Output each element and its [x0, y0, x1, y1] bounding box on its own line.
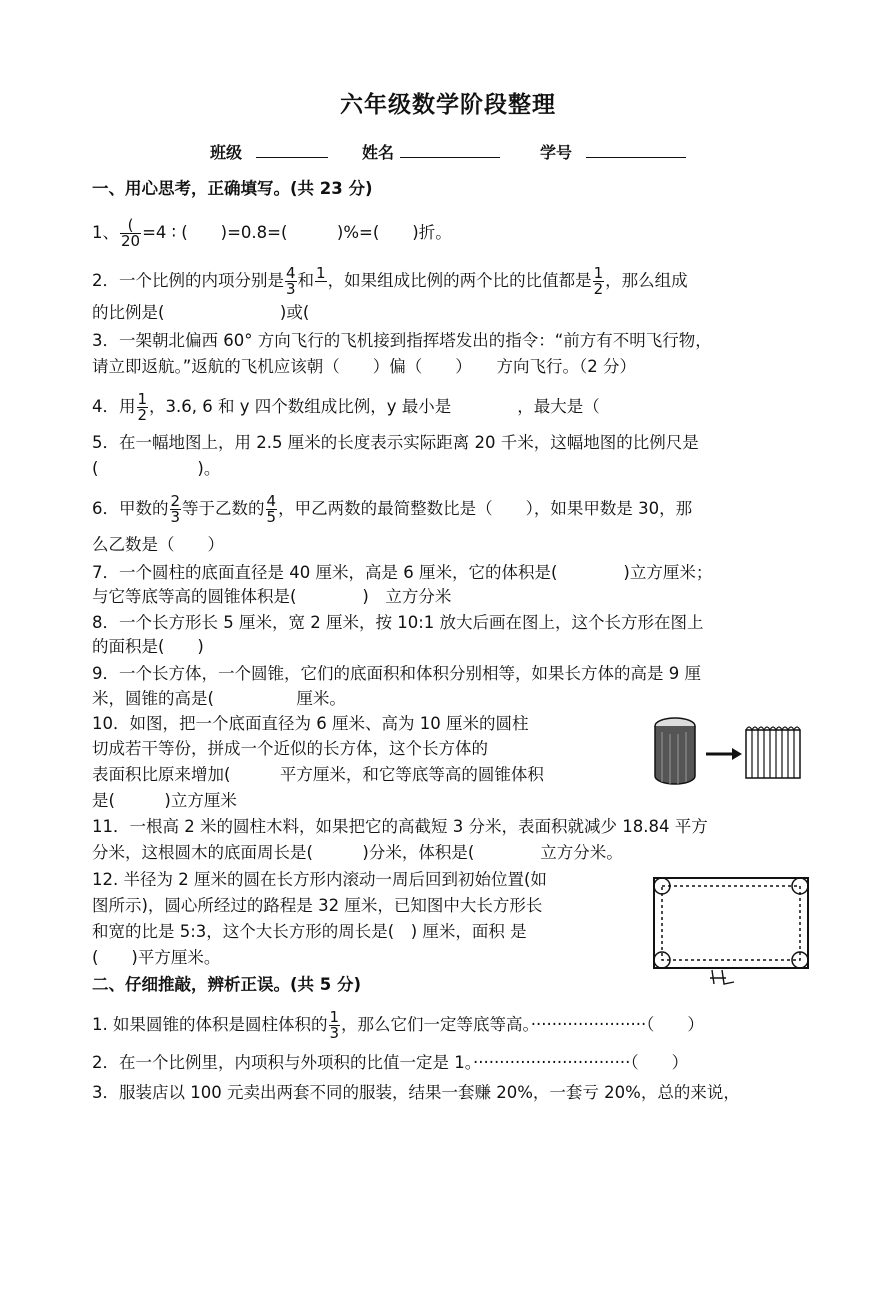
question-5-line2: ( )。 [92, 459, 221, 478]
question-11-line2: 分米，这根圆木的底面周长是( )分米，体积是( 立方分米。 [92, 843, 623, 862]
section1-heading: 一、用心思考，正确填写。(共 23 分) [92, 179, 373, 198]
question-8-line2: 的面积是( ) [92, 637, 204, 656]
question-12-line3: 和宽的比是 5:3，这个大长方形的周长是( ) 厘米，面积 是 [92, 922, 527, 941]
name-label: 姓名 [362, 143, 395, 162]
question-9-line2: 米，圆锥的高是( 厘米。 [92, 689, 346, 708]
number-label: 学号 [540, 143, 573, 162]
question-5-line1: 5．在一幅地图上，用 2.5 厘米的长度表示实际距离 20 千米，这幅地图的比例尺是 [92, 433, 699, 452]
question-3-line2: 请立即返航。”返航的飞机应该朝（ ）偏（ ） 方向飞行。（2 分） [92, 357, 637, 376]
question-3-line1: 3．一架朝北偏西 60° 方向飞行的飞机接到指挥塔发出的指令：“前方有不明飞行物， [92, 331, 712, 350]
rolling-circle-figure [652, 874, 812, 986]
fraction: $\frac{2}{3}$ [170, 492, 181, 526]
question-9-line1: 9．一个长方体，一个圆锥，它们的底面积和体积分别相等，如果长方体的高是 9 厘 [92, 664, 701, 683]
question-4: 4．用 $\frac{1}{2}$ ，3.6, 6 和 y 四个数组成比例，y 最小是 ，最大是（ [92, 390, 600, 424]
question-10-line1: 10．如图，把一个底面直径为 6 厘米、高为 10 厘米的圆柱 [92, 714, 529, 733]
question-7-line2: 与它等底等高的圆锥体积是( ) 立方分米 [92, 587, 452, 606]
fraction: $\frac{1}{2}$ [137, 390, 148, 424]
judgement-1: 1. 如果圆锥的体积是圆柱体积的 $\frac{1}{3}$ ，那么它们一定等底等高。······················（ ） [92, 1008, 704, 1042]
page-title: 六年级数学阶段整理 [340, 92, 556, 118]
number-blank[interactable] [586, 143, 686, 158]
cylinder-shape [655, 718, 695, 784]
question-6: 6．甲数的 $\frac{2}{3}$ 等于乙数的 $\frac{4}{5}$ ，甲乙两数的最简整数比是（ ），如果甲数是 30，那 [92, 492, 693, 526]
class-field [210, 140, 328, 163]
question-11-line1: 11．一根高 2 米的圆柱木料，如果把它的高截短 3 分米，表面积就减少 18.84 平方 [92, 817, 708, 836]
judgement-2: 2．在一个比例里，内项积与外项积的比值一定是 1。······························（ ） [92, 1053, 689, 1072]
class-blank[interactable] [256, 143, 328, 158]
question-10-line3: 表面积比原来增加( 平方厘米，和它等底等高的圆锥体积 [92, 765, 544, 784]
question-12-line2: 图所示)，圆心所经过的路程是 32 厘米，已知图中大长方形长 [92, 896, 543, 915]
judgement-3: 3．服装店以 100 元卖出两套不同的服装，结果一套赚 20%，一套亏 20%，总的来说， [92, 1083, 740, 1102]
question-10-line2: 切成若干等份，拼成一个近似的长方体，这个长方体的 [92, 739, 488, 758]
fraction: $\frac{4}{3}$ [286, 264, 296, 298]
outer-rectangle [654, 878, 808, 968]
number-field [540, 140, 686, 163]
center-path [662, 886, 800, 960]
name-blank[interactable] [400, 143, 500, 158]
question-12-line4: ( )平方厘米。 [92, 948, 221, 967]
fraction: $\frac{(}{20}$ [121, 216, 141, 250]
fraction: $\frac{1}{2}$ [593, 264, 604, 298]
name-field [362, 140, 500, 163]
prism-shape [746, 727, 800, 778]
handwritten-mark [710, 970, 734, 984]
class-label: 班级 [210, 143, 243, 162]
fraction: $\frac{1}{3}$ [329, 1008, 340, 1042]
fraction: $\frac{4}{5}$ [266, 492, 277, 526]
question-6-line2: 么乙数是（ ） [92, 535, 224, 554]
fraction: 1 [316, 264, 326, 282]
question-8-line1: 8．一个长方形长 5 厘米，宽 2 厘米，按 10:1 放大后画在图上，这个长方形在图上 [92, 613, 704, 632]
question-2-line2: 的比例是( )或( [92, 303, 310, 322]
question-10-line4: 是( )立方厘米 [92, 791, 237, 810]
question-2: 2．一个比例的内项分别是 $\frac{4}{3}$ 和 1 ，如果组成比例的两个比的比值都是 $\frac{1}{2}$ ，那么组成 [92, 264, 688, 298]
section2-heading: 二、仔细推敲，辨析正误。(共 5 分) [92, 975, 362, 994]
question-7-line1: 7．一个圆柱的底面直径是 40 厘米，高是 6 厘米，它的体积是( )立方厘米； [92, 563, 713, 582]
arrow-icon [706, 748, 742, 760]
cylinder-cut-figure [650, 712, 810, 790]
question-12-line1: 12. 半径为 2 厘米的圆在长方形内滚动一周后回到初始位置(如 [92, 870, 547, 889]
question-1: 1、 $\frac{(}{20}$ =4 ∶ ( )=0.8=( )%=( )折。 [92, 216, 452, 250]
